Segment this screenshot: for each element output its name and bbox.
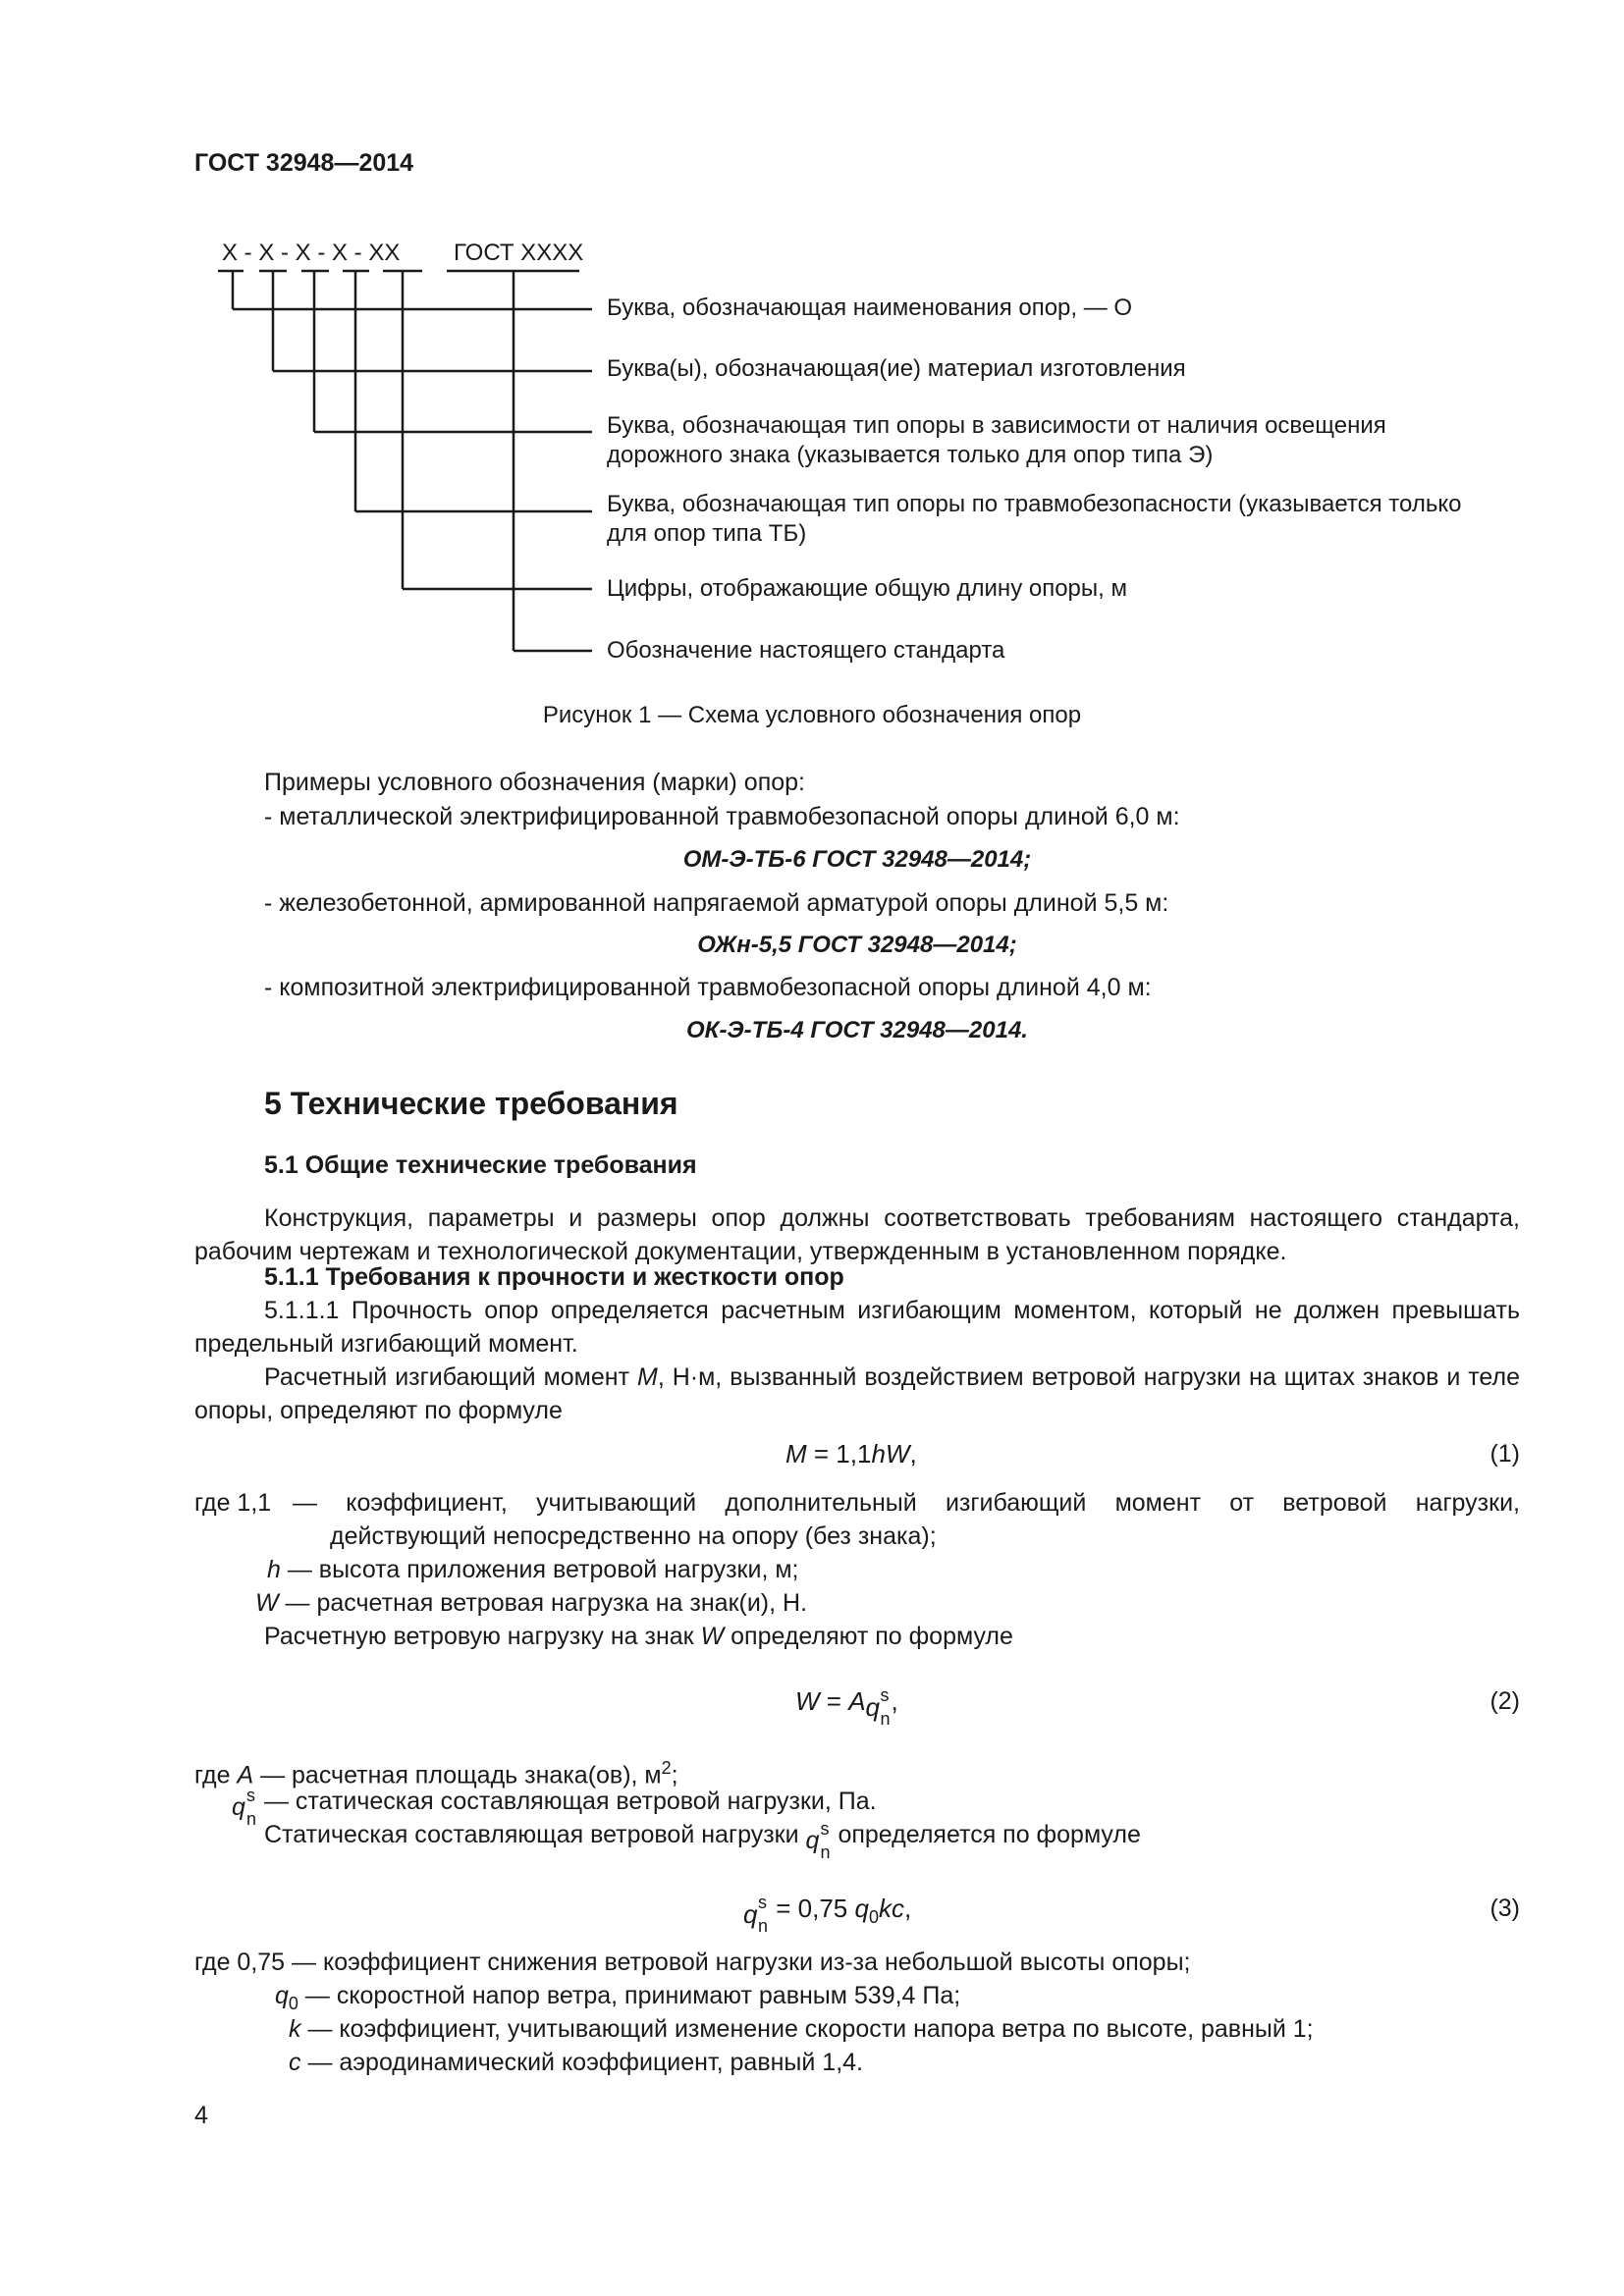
- paragraph-5: Статическая составляющая ветровой нагрузки q s n определяется по формуле: [264, 1819, 1141, 1862]
- formula-1-number: (1): [1489, 1440, 1520, 1468]
- where-k: k — коэффициент, учитывающий изменение скорости напора ветра по высоте, равный 1;: [289, 2015, 1314, 2043]
- where-1-cont: действующий непосредственно на опору (без знака);: [330, 1522, 937, 1550]
- subsection-5-1-1-title: 5.1.1 Требования к прочности и жесткости опор: [264, 1263, 844, 1291]
- paragraph-3: Расчетный изгибающий момент М, Н·м, вызванный воздействием ветровой нагрузки на щитах знаков и теле опоры, определяют по формуле: [194, 1363, 1520, 1424]
- formula-2-number: (2): [1489, 1687, 1520, 1715]
- scheme-label-6: Обозначение настоящего стандарта: [607, 637, 1005, 664]
- document-number: ГОСТ 32948—2014: [194, 149, 414, 177]
- formula-1: М = 1,1hW,: [785, 1439, 917, 1468]
- formula-2: W = Aq s n ,: [795, 1685, 898, 1729]
- scheme-label-5: Цифры, отображающие общую длину опоры, м: [607, 575, 1127, 602]
- section-title: 5 Технические требования: [264, 1086, 678, 1121]
- scheme-label-3: Буква, обозначающая тип опоры в зависимости от наличия освещения: [607, 412, 1386, 439]
- example-1-text: - металлической электрифицированной травмобезопасной опоры длиной 6,0 м:: [264, 803, 1180, 830]
- example-2-text: - железобетонной, армированной напрягаемой арматурой опоры длиной 5,5 м:: [264, 889, 1169, 917]
- where-A: где A — расчетная площадь знака(ов), $м^2$;: [194, 1758, 678, 1789]
- where-h: h — высота приложения ветровой нагрузки, м;: [267, 1556, 799, 1583]
- where-qn: q s n — статическая составляющая ветровой нагрузки, Па.: [232, 1786, 877, 1829]
- page-number: 4: [194, 2102, 208, 2129]
- figure-caption: Рисунок 1 — Схема условного обозначения опор: [542, 702, 1082, 728]
- scheme-label-4b: для опор типа ТБ): [607, 520, 807, 547]
- scheme-code: X - X - X - X - XX: [222, 240, 401, 266]
- example-1-mark: ОМ-Э-ТБ-6 ГОСТ 32948—2014;: [682, 846, 1032, 873]
- where-c: c — аэродинамический коэффициент, равный 1,4.: [289, 2049, 863, 2076]
- paragraph-2: 5.1.1.1 Прочность опор определяется расчетным изгибающим моментом, который не должен превышать предельный изгибающий момент.: [194, 1297, 1520, 1358]
- subsection-title: 5.1 Общие технические требования: [264, 1151, 697, 1179]
- paragraph-4: Расчетную ветровую нагрузку на знак W определяют по формуле: [264, 1623, 1013, 1650]
- where-075: где 0,75 — коэффициент снижения ветровой нагрузки из-за небольшой высоты опоры;: [194, 1949, 1191, 1976]
- where-q0: $q_0$ — скоростной напор ветра, принимают равным 539,4 Па;: [275, 1982, 961, 2013]
- where-1-text: — коэффициент, учитывающий дополнительный изгибающий момент от ветровой нагрузки,: [293, 1489, 1520, 1517]
- where-W: W — расчетная ветровая нагрузка на знак(и), Н.: [255, 1589, 808, 1617]
- example-3-text: - композитной электрифицированной травмобезопасной опоры длиной 4,0 м:: [264, 974, 1152, 1001]
- scheme-label-2: Буква(ы), обозначающая(ие) материал изготовления: [607, 355, 1186, 382]
- scheme-label-3b: дорожного знака (указывается только для опор типа Э): [607, 442, 1214, 468]
- scheme-label-4: Буква, обозначающая тип опоры по травмобезопасности (указывается только: [607, 491, 1462, 517]
- example-3-mark: ОК-Э-ТБ-4 ГОСТ 32948—2014.: [686, 1017, 1028, 1043]
- formula-3-number: (3): [1489, 1895, 1520, 1922]
- example-2-mark: ОЖн-5,5 ГОСТ 32948—2014;: [697, 932, 1017, 958]
- scheme-gost: ГОСТ XXXX: [454, 240, 584, 266]
- formula-3: q s n = 0,75 $q_0kc$,: [743, 1893, 912, 1936]
- where-1-sym: где 1,1: [194, 1489, 272, 1517]
- scheme-label-1: Буква, обозначающая наименования опор, — О: [607, 294, 1133, 321]
- examples-intro: Примеры условного обозначения (марки) опор:: [264, 769, 805, 796]
- paragraph-1: Конструкция, параметры и размеры опор должны соответствовать требованиям настоящего стандарта, рабочим чертежам и технологической документации, утвержденным в установленном порядке.: [194, 1204, 1520, 1265]
